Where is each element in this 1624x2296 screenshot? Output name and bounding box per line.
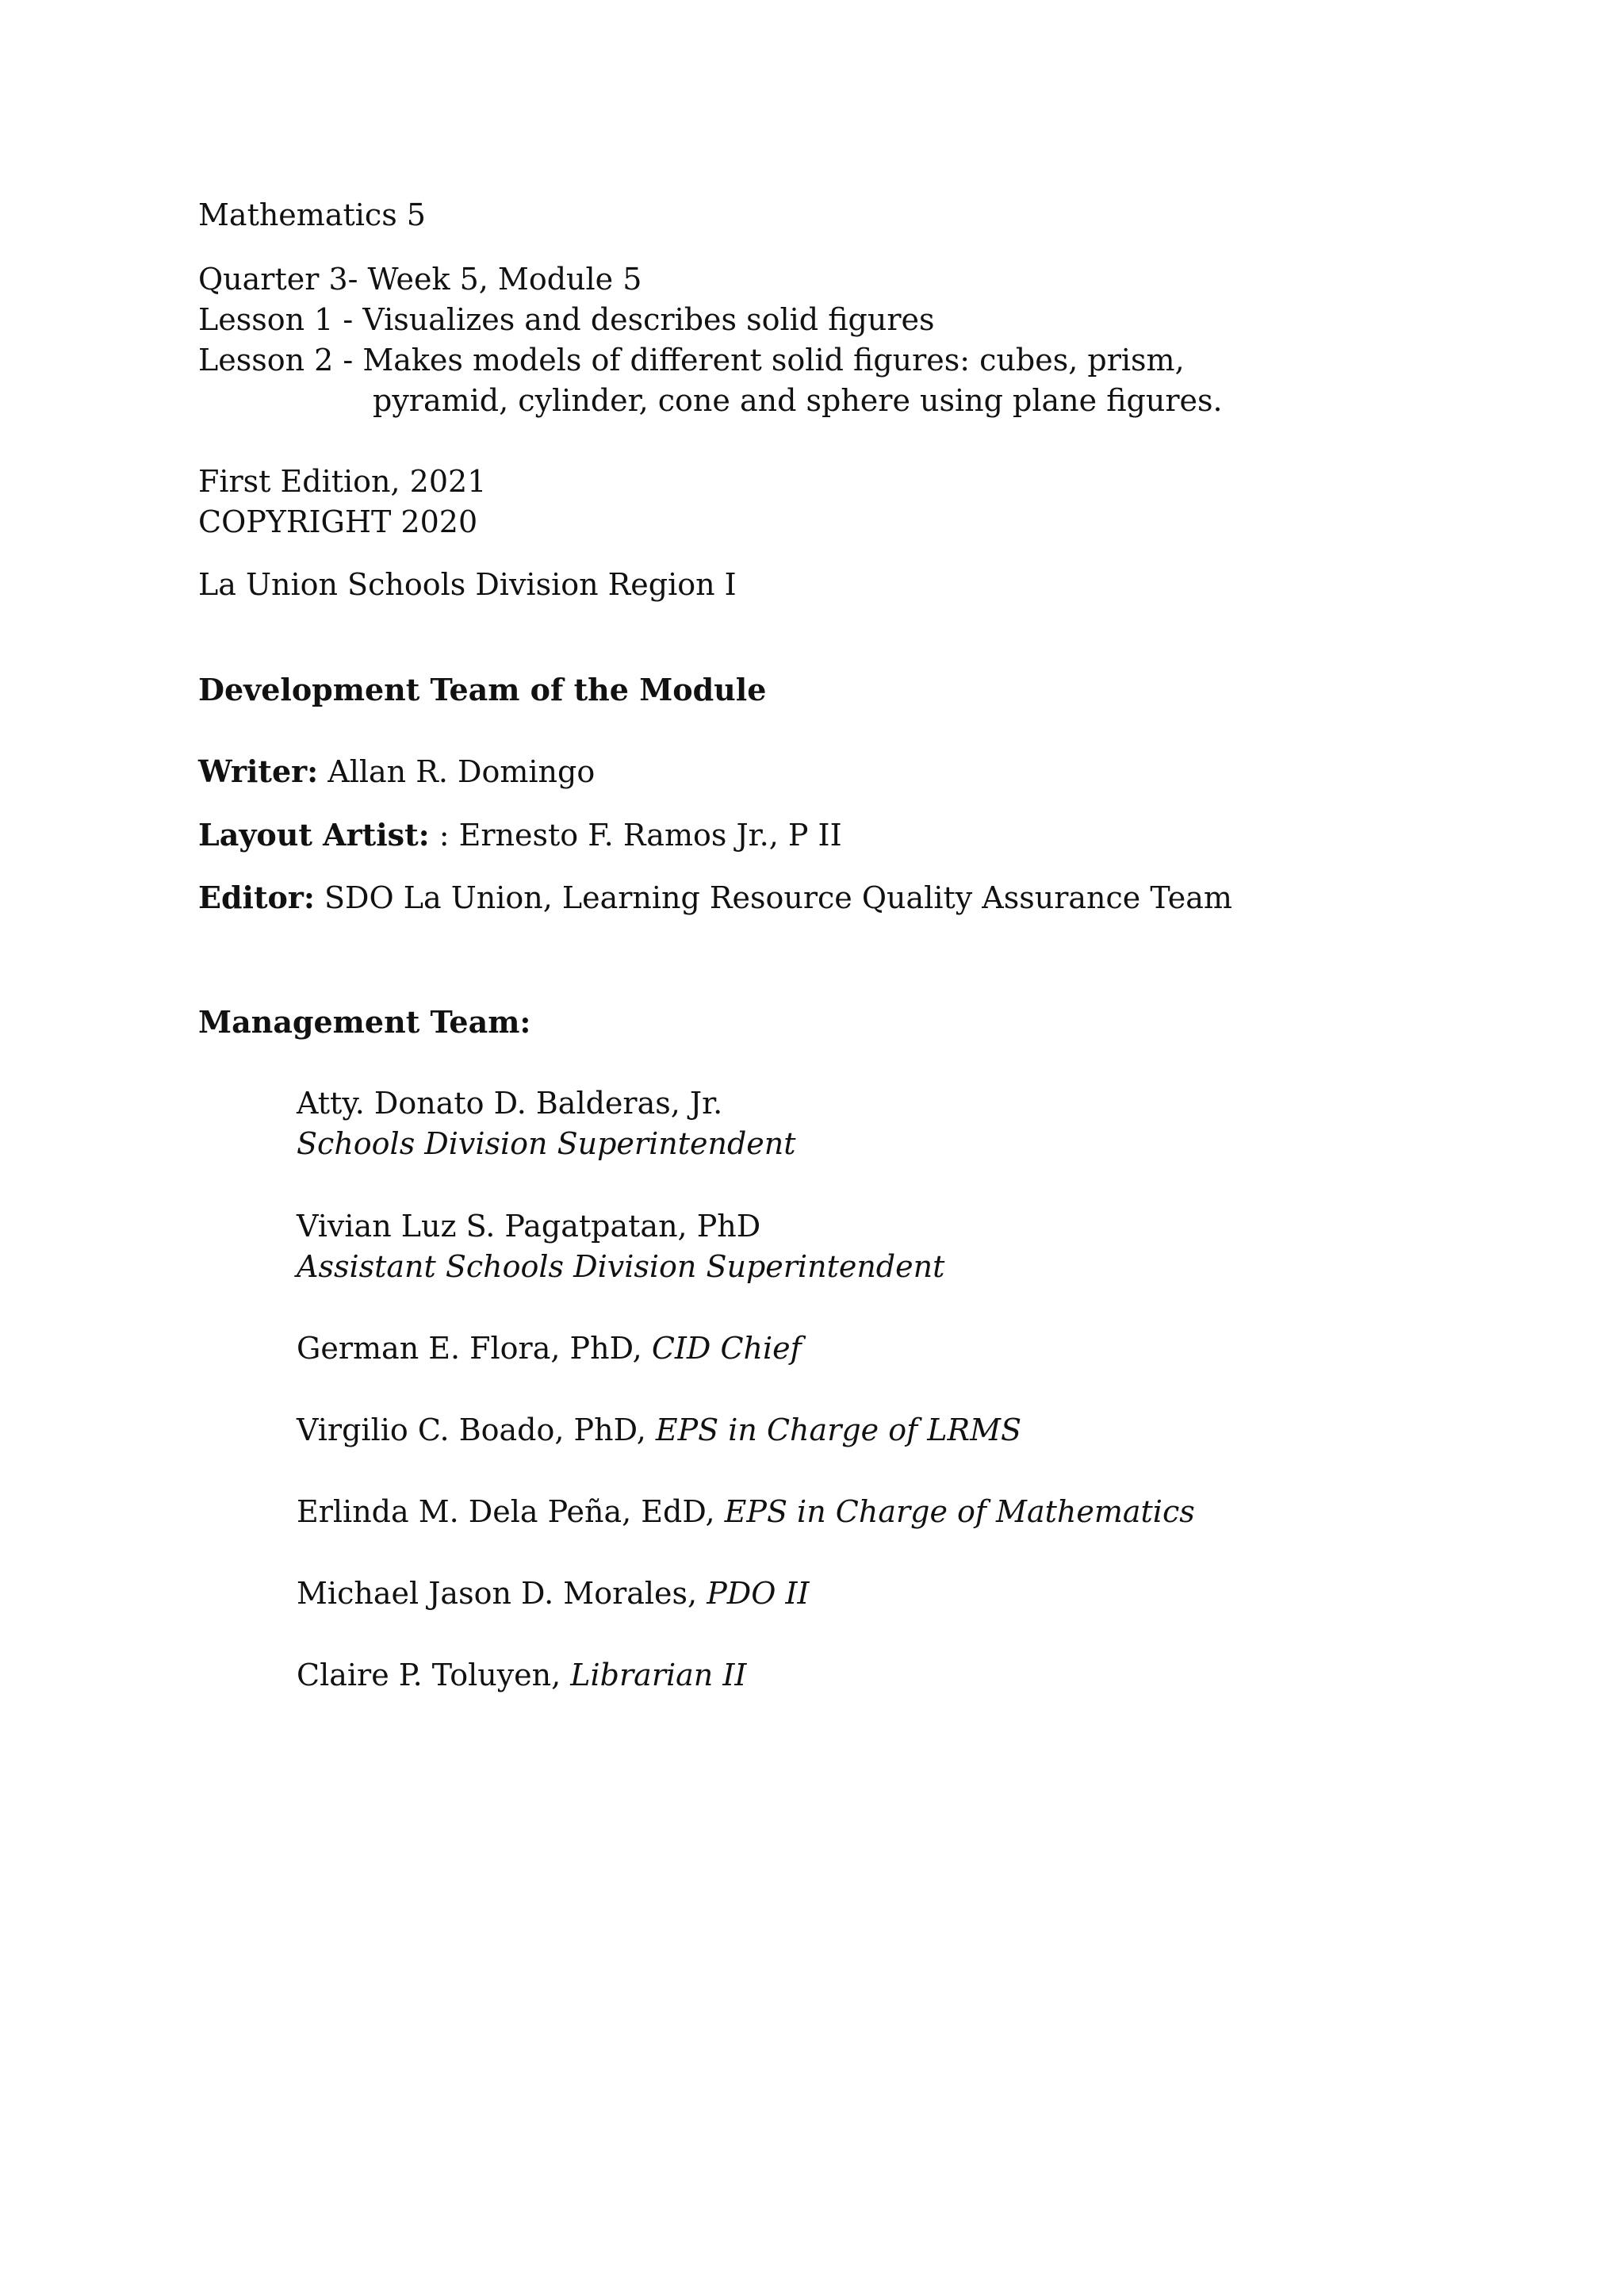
member-title: Assistant Schools Division Superintendent [297, 1249, 945, 1284]
editor-label: Editor: [198, 880, 315, 915]
member-title: CID Chief [651, 1331, 802, 1366]
copyright-line: COPYRIGHT 2020 [198, 504, 478, 539]
subject-title: Mathematics 5 [198, 197, 426, 232]
member-row [297, 1413, 1021, 1448]
member-title: EPS in Charge of Mathematics [724, 1494, 1195, 1529]
member-row [297, 1332, 802, 1366]
editor-row [198, 880, 1232, 916]
layout-artist-value: : Ernesto F. Ramos Jr., P II [429, 818, 842, 853]
development-team-heading: Development Team of the Module [198, 672, 767, 707]
writer-value: Allan R. Domingo [318, 754, 596, 789]
management-team-heading: Management Team: [198, 1004, 531, 1040]
member-row [297, 1658, 746, 1693]
member-name: Erlinda M. Dela Peña, EdD, [297, 1494, 725, 1529]
lesson-2-continuation: pyramid, cylinder, cone and sphere using plane figures. [373, 383, 1223, 418]
member-row [297, 1577, 810, 1612]
lesson-1-line: Lesson 1 - Visualizes and describes solid figures [198, 302, 935, 337]
edition-line: First Edition, 2021 [198, 464, 487, 499]
member-row [297, 1495, 1195, 1530]
writer-label: Writer: [198, 753, 319, 789]
member-name: Michael Jason D. Morales, [297, 1576, 707, 1611]
member-name: Atty. Donato D. Balderas, Jr. [297, 1086, 723, 1121]
layout-artist-row [198, 818, 842, 853]
member-title: PDO II [707, 1576, 810, 1611]
member-name: German E. Flora, PhD, [297, 1331, 652, 1366]
member-name: Virgilio C. Boado, PhD, [297, 1412, 656, 1447]
division-line: La Union Schools Division Region I [198, 567, 737, 602]
member-title: EPS in Charge of LRMS [655, 1412, 1022, 1447]
writer-row [198, 754, 595, 790]
editor-value: SDO La Union, Learning Resource Quality Assurance Team [314, 880, 1232, 915]
member-name: Vivian Luz S. Pagatpatan, PhD [297, 1209, 761, 1244]
quarter-line: Quarter 3- Week 5, Module 5 [198, 262, 642, 297]
member-title: Librarian II [570, 1658, 747, 1692]
member-title: Schools Division Superintendent [297, 1126, 796, 1161]
layout-artist-label: Layout Artist: [198, 817, 430, 853]
member-name: Claire P. Toluyen, [297, 1658, 571, 1692]
lesson-2-line: Lesson 2 - Makes models of different solid figures: cubes, prism, [198, 343, 1185, 378]
